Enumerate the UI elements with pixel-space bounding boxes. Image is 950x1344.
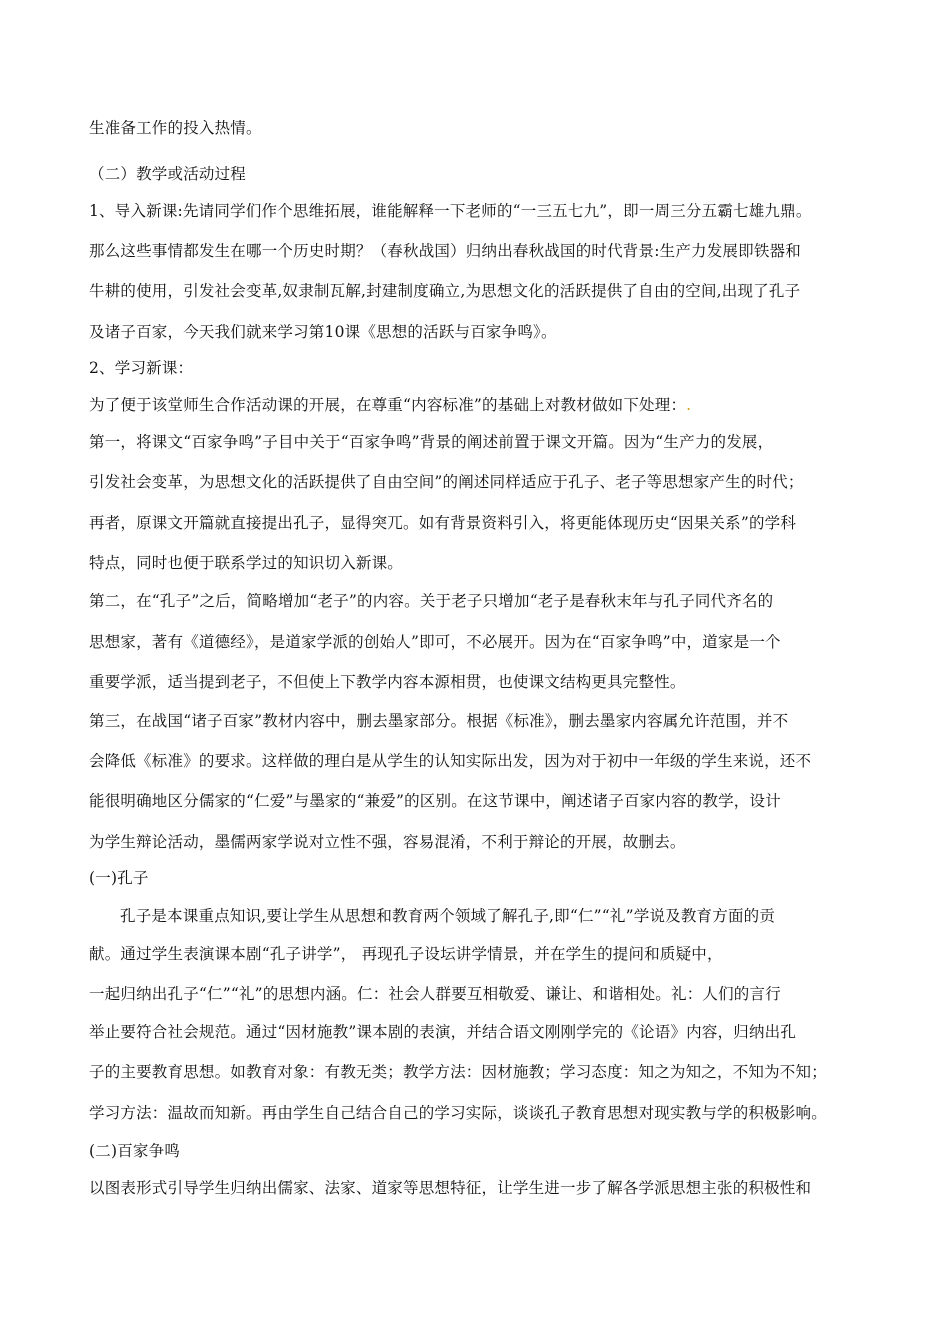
text-line: 会降低《标准》的要求。这样做的理白是从学生的认知实际出发，因为对于初中一年级的学生来说，还不 xyxy=(89,752,812,770)
section-heading: 2、学习新课： xyxy=(89,359,194,377)
text-span: 为了便于该堂师生合作活动课的开展，在尊重“内容标准”的基础上对教材做如下处理： xyxy=(89,396,687,414)
text-line: 那么这些事情都发生在哪一个历史时期？（春秋战国）归纳出春秋战国的时代背景:生产力发展即铁器和 xyxy=(89,242,801,260)
text-line: 重要学派，适当提到老子，不但使上下教学内容本源相贯，也使课文结构更具完整性。 xyxy=(89,673,686,691)
text-line: 子的主要教育思想。如教育对象：有教无类；教学方法：因材施教；学习态度：知之为知之，不知为不知； xyxy=(89,1063,827,1081)
text-line xyxy=(89,395,691,415)
text-line: 生准备工作的投入热情。 xyxy=(89,119,262,137)
text-line: 学习方法：温故而知新。再由学生自己结合自己的学习实际，谈谈孔子教育思想对现实教与学的积极影响。 xyxy=(89,1104,827,1122)
text-line: 献。通过学生表演课本剧“孔子讲学”， 再现孔子设坛讲学情景，并在学生的提问和质疑中， xyxy=(89,945,723,963)
marker-dot: . xyxy=(686,396,692,414)
text-line: 1、导入新课:先请同学们作个思维拓展，谁能解释一下老师的“一三五七九”，即一周三分五霸七雄九鼎。 xyxy=(89,202,812,220)
text-line: 能很明确地区分儒家的“仁爱”与墨家的“兼爱”的区别。在这节课中，阐述诸子百家内容的教学，设计 xyxy=(89,792,781,810)
text-line: 及诸子百家，今天我们就来学习第10课《思想的活跃与百家争鸣》。 xyxy=(89,323,557,341)
text-line: 以图表形式引导学生归纳出儒家、法家、道家等思想特征，让学生进一步了解各学派思想主张的积极性和 xyxy=(89,1179,812,1197)
text-line: 一起归纳出孔子“仁”“礼”的思想内涵。仁：社会人群要互相敬爱、谦让、和谐相处。礼：人们的言行 xyxy=(89,985,781,1003)
text-line: 第三，在战国“诸子百家”教材内容中，删去墨家部分。根据《标准》，删去墨家内容属允许范围，并不 xyxy=(89,712,789,730)
text-line: 第二，在“孔子”之后，简略增加“老子”的内容。关于老子只增加“老子是春秋末年与孔子同代齐名的 xyxy=(89,592,774,610)
text-line: 再者，原课文开篇就直接提出孔子，显得突兀。如有背景资料引入，将更能体现历史“因果关系”的学科 xyxy=(89,514,797,532)
text-line: 第一，将课文“百家争鸣”子目中关于“百家争鸣”背景的阐述前置于课文开篇。因为“生产力的发展， xyxy=(89,433,774,451)
section-heading: (一)孔子 xyxy=(89,869,149,887)
text-line: 特点，同时也便于联系学过的知识切入新课。 xyxy=(89,554,404,572)
text-line: 牛耕的使用，引发社会变革,奴隶制瓦解,封建制度确立,为思想文化的活跃提供了自由的空间,出现了孔子 xyxy=(89,282,801,300)
section-heading: （二）教学或活动过程 xyxy=(89,165,247,183)
text-line: 为学生辩论活动，墨儒两家学说对立性不强，容易混淆，不利于辩论的开展，故删去。 xyxy=(89,833,686,851)
section-heading: (二)百家争鸣 xyxy=(89,1142,180,1160)
text-line: 引发社会变革，为思想文化的活跃提供了自由空间”的阐述同样适应于孔子、老子等思想家产生的时代； xyxy=(89,473,804,491)
text-line: 举止要符合社会规范。通过“因材施教”课本剧的表演，并结合语文刚刚学完的《论语》内容，归纳出孔 xyxy=(89,1023,797,1041)
text-line: 孔子是本课重点知识,要让学生从思想和教育两个领域了解孔子,即“仁”“礼”学说及教育方面的贡 xyxy=(120,907,776,925)
text-line: 思想家，著有《道德经》，是道家学派的创始人”即可，不必展开。因为在“百家争鸣”中，道家是一个 xyxy=(89,633,781,651)
